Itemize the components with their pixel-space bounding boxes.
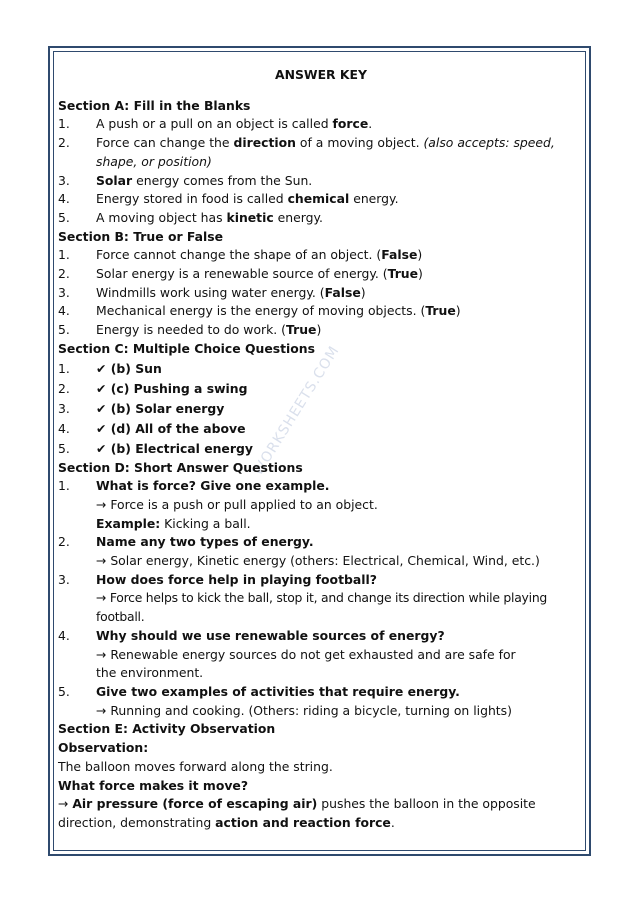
item-text: Windmills work using water energy. (: [96, 284, 325, 300]
item-answer: direction: [233, 135, 296, 151]
item-number: 2.: [58, 266, 70, 282]
section-e-heading: Section E: Activity Observation: [58, 721, 276, 737]
item-text: A push or a pull on an object is called: [96, 116, 333, 132]
answer-text: .: [390, 814, 395, 830]
list-item: [58, 533, 584, 570]
item-answer: chemical: [287, 191, 350, 207]
list-item: [58, 115, 584, 134]
observation-text: The balloon moves forward along the string.: [58, 758, 333, 774]
item-number: 4.: [58, 627, 70, 643]
list-item: [58, 627, 584, 683]
answer-bold: Air pressure (force of escaping air): [72, 796, 318, 812]
mcq-answer: ✔ (b) Sun: [96, 360, 162, 376]
item-answer: kinetic: [226, 209, 274, 225]
item-text: Solar energy is a renewable source of energy. (: [96, 266, 388, 282]
item-number: 2.: [58, 534, 70, 550]
watermark: WORKSHEETS.COM: [250, 343, 343, 479]
answer-text: → Force helps to kick the ball, stop it, and change its direction while playing football.: [96, 590, 548, 625]
item-text: Energy stored in food is called: [96, 191, 288, 207]
item-number: 1.: [58, 247, 70, 263]
page-title: ANSWER KEY: [275, 67, 367, 82]
list-item: [58, 246, 584, 265]
list-item: [58, 265, 584, 284]
example-label: Example:: [96, 515, 161, 531]
mcq-answer: ✔ (c) Pushing a swing: [96, 380, 248, 396]
answer-text: → Solar energy, Kinetic energy (others: Electrical, Chemical, Wind, etc.): [96, 553, 540, 569]
item-number: 4.: [58, 191, 70, 207]
arrow-text: →: [58, 796, 73, 812]
item-text: Force cannot change the shape of an object. (: [96, 247, 382, 263]
answer-text: → Force is a push or pull applied to an object.: [96, 496, 378, 512]
answer-text: → Renewable energy sources do not get exhausted and are safe for the environment.: [96, 646, 516, 681]
question-text: Name any two types of energy.: [96, 534, 314, 550]
item-text: energy comes from the Sun.: [132, 172, 313, 188]
answer-key-content: [58, 66, 584, 833]
list-item: [58, 134, 584, 171]
list-item: [58, 477, 584, 533]
list-item: [58, 399, 584, 419]
activity-question: What force makes it move?: [58, 777, 249, 793]
list-item: [58, 359, 584, 379]
item-answer: False: [324, 284, 361, 300]
question-text: How does force help in playing football?: [96, 571, 377, 587]
item-text: .: [368, 116, 373, 132]
item-number: 1.: [58, 478, 70, 494]
item-number: 3.: [58, 400, 70, 416]
question-text: What is force? Give one example.: [96, 478, 330, 494]
list-item: [58, 172, 584, 191]
item-answer: False: [381, 247, 418, 263]
list-item: [58, 571, 584, 627]
item-number: 1.: [58, 360, 70, 376]
item-number: 3.: [58, 571, 70, 587]
section-a-heading: Section A: Fill in the Blanks: [58, 97, 251, 113]
item-note: (also accepts: speed, shape, or position): [96, 135, 555, 169]
list-item: [58, 439, 584, 459]
item-number: 2.: [58, 135, 70, 151]
item-answer: True: [387, 266, 419, 282]
item-number: 5.: [58, 322, 70, 338]
item-number: 4.: [58, 303, 70, 319]
list-item: [58, 321, 584, 340]
item-answer: Solar: [96, 172, 133, 188]
item-text: energy.: [273, 209, 323, 225]
item-number: 5.: [58, 683, 70, 699]
section-c-heading: Section C: Multiple Choice Questions: [58, 340, 316, 356]
item-number: 5.: [58, 209, 70, 225]
item-number: 1.: [58, 116, 70, 132]
section-b-heading: Section B: True or False: [58, 228, 224, 244]
item-answer: True: [425, 303, 456, 319]
section-d-heading: Section D: Short Answer Questions: [58, 459, 303, 475]
item-number: 2.: [58, 380, 70, 396]
list-item: [58, 284, 584, 303]
question-text: Why should we use renewable sources of energy?: [96, 627, 445, 643]
item-text: ): [360, 284, 366, 300]
mcq-answer: ✔ (b) Solar energy: [96, 400, 225, 416]
list-item: [58, 683, 584, 720]
list-item: [58, 190, 584, 209]
item-number: 4.: [58, 420, 70, 436]
question-text: Give two examples of activities that require energy.: [96, 683, 460, 699]
list-item: [58, 209, 584, 228]
item-number: 3.: [58, 172, 70, 188]
item-number: 5.: [58, 440, 70, 456]
answer-text: → Running and cooking. (Others: riding a bicycle, turning on lights): [96, 702, 512, 718]
item-text: ): [418, 266, 423, 282]
item-text: A moving object has: [96, 209, 227, 225]
mcq-answer: ✔ (b) Electrical energy: [96, 440, 253, 456]
item-answer: force: [332, 116, 369, 132]
list-item: [58, 419, 584, 439]
example-text: Kicking a ball.: [160, 515, 251, 531]
answer-text: pushes the balloon in the opposite direction, demonstrating: [58, 796, 536, 830]
list-item: [58, 379, 584, 399]
mcq-answer: ✔ (d) All of the above: [96, 420, 246, 436]
item-number: 3.: [58, 284, 70, 300]
item-text: ): [417, 247, 423, 263]
item-text: energy.: [349, 191, 399, 207]
answer-bold: action and reaction force: [215, 814, 391, 830]
item-text: Force can change the: [96, 135, 234, 151]
activity-answer: [58, 795, 568, 832]
observation-label: Observation:: [58, 740, 149, 756]
item-text: ): [455, 303, 461, 319]
item-text: Mechanical energy is the energy of moving objects. (: [96, 303, 426, 319]
item-answer: True: [286, 322, 317, 338]
list-item: [58, 302, 584, 321]
item-text: ): [316, 322, 322, 338]
item-text: of a moving object.: [295, 135, 424, 151]
item-text: Energy is needed to do work. (: [96, 322, 287, 338]
